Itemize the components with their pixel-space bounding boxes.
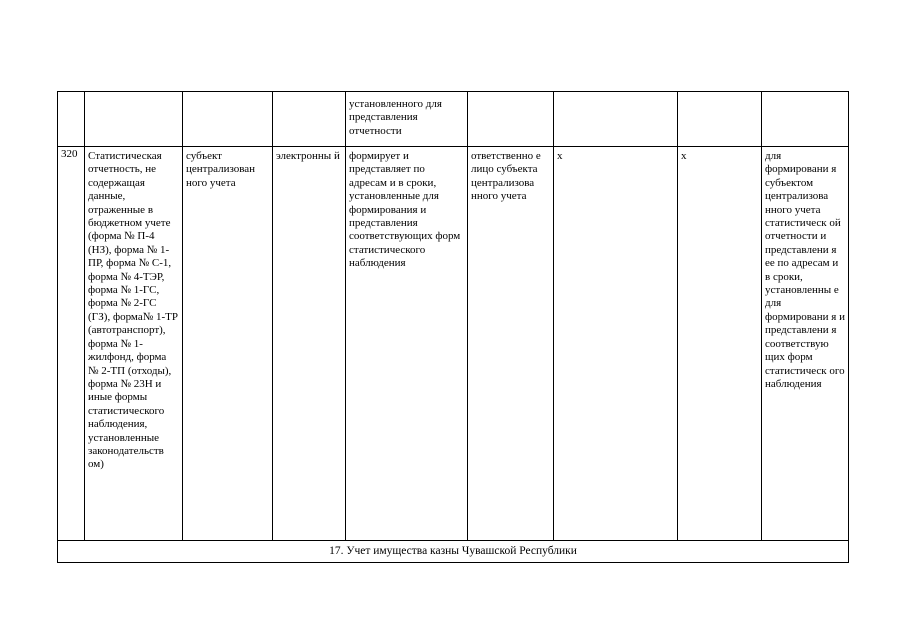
cell-form: электронны й [273,147,346,541]
section-title: 17. Учет имущества казны Чувашской Республики [58,541,849,563]
cell-subject [183,92,273,147]
cell-purpose [762,92,849,147]
cell-col8: х [678,147,762,541]
section-header-row [58,541,849,563]
cell-purpose: для формировани я субъектом централизова нного учета статистическ ой отчетности и представлени я ее по адресам и в сроки, установленны е для формировани я и представлени я соответствую щих форм статистическ ого наблюдения [762,147,849,541]
cell-responsible: ответственно е лицо субъекта централизова нного учета [468,147,554,541]
document-table [57,91,849,563]
cell-procedure: формирует и представляет по адресам и в сроки, установленные для формирования и представления соответствующих форм статистического наблюдения [346,147,468,541]
cell-name: Статистическая отчетность, не содержащая данные, отраженные в бюджетном учете (форма № П-4 (НЗ), форма № 1-ПР, форма № С-1, форма № 4-ТЭР, форма № 1-ГС, форма № 2-ГС (ГЗ), форма№ 1-ТР (автотранспорт), форма № 1- жилфонд, форма № 2-ТП (отходы), форма № 23Н и иные формы статистического наблюдения, установленные законодательств ом) [85,147,183,541]
table-row-320 [58,147,849,541]
cell-col7 [554,92,678,147]
cell-name [85,92,183,147]
cell-number: 320 [58,147,85,541]
cell-number [58,92,85,147]
cell-col8 [678,92,762,147]
cell-procedure: установленного для представления отчетности [346,92,468,147]
cell-responsible [468,92,554,147]
cell-form [273,92,346,147]
cell-col7: х [554,147,678,541]
table-row-continuation [58,92,849,147]
cell-subject: субъект централизован ного учета [183,147,273,541]
